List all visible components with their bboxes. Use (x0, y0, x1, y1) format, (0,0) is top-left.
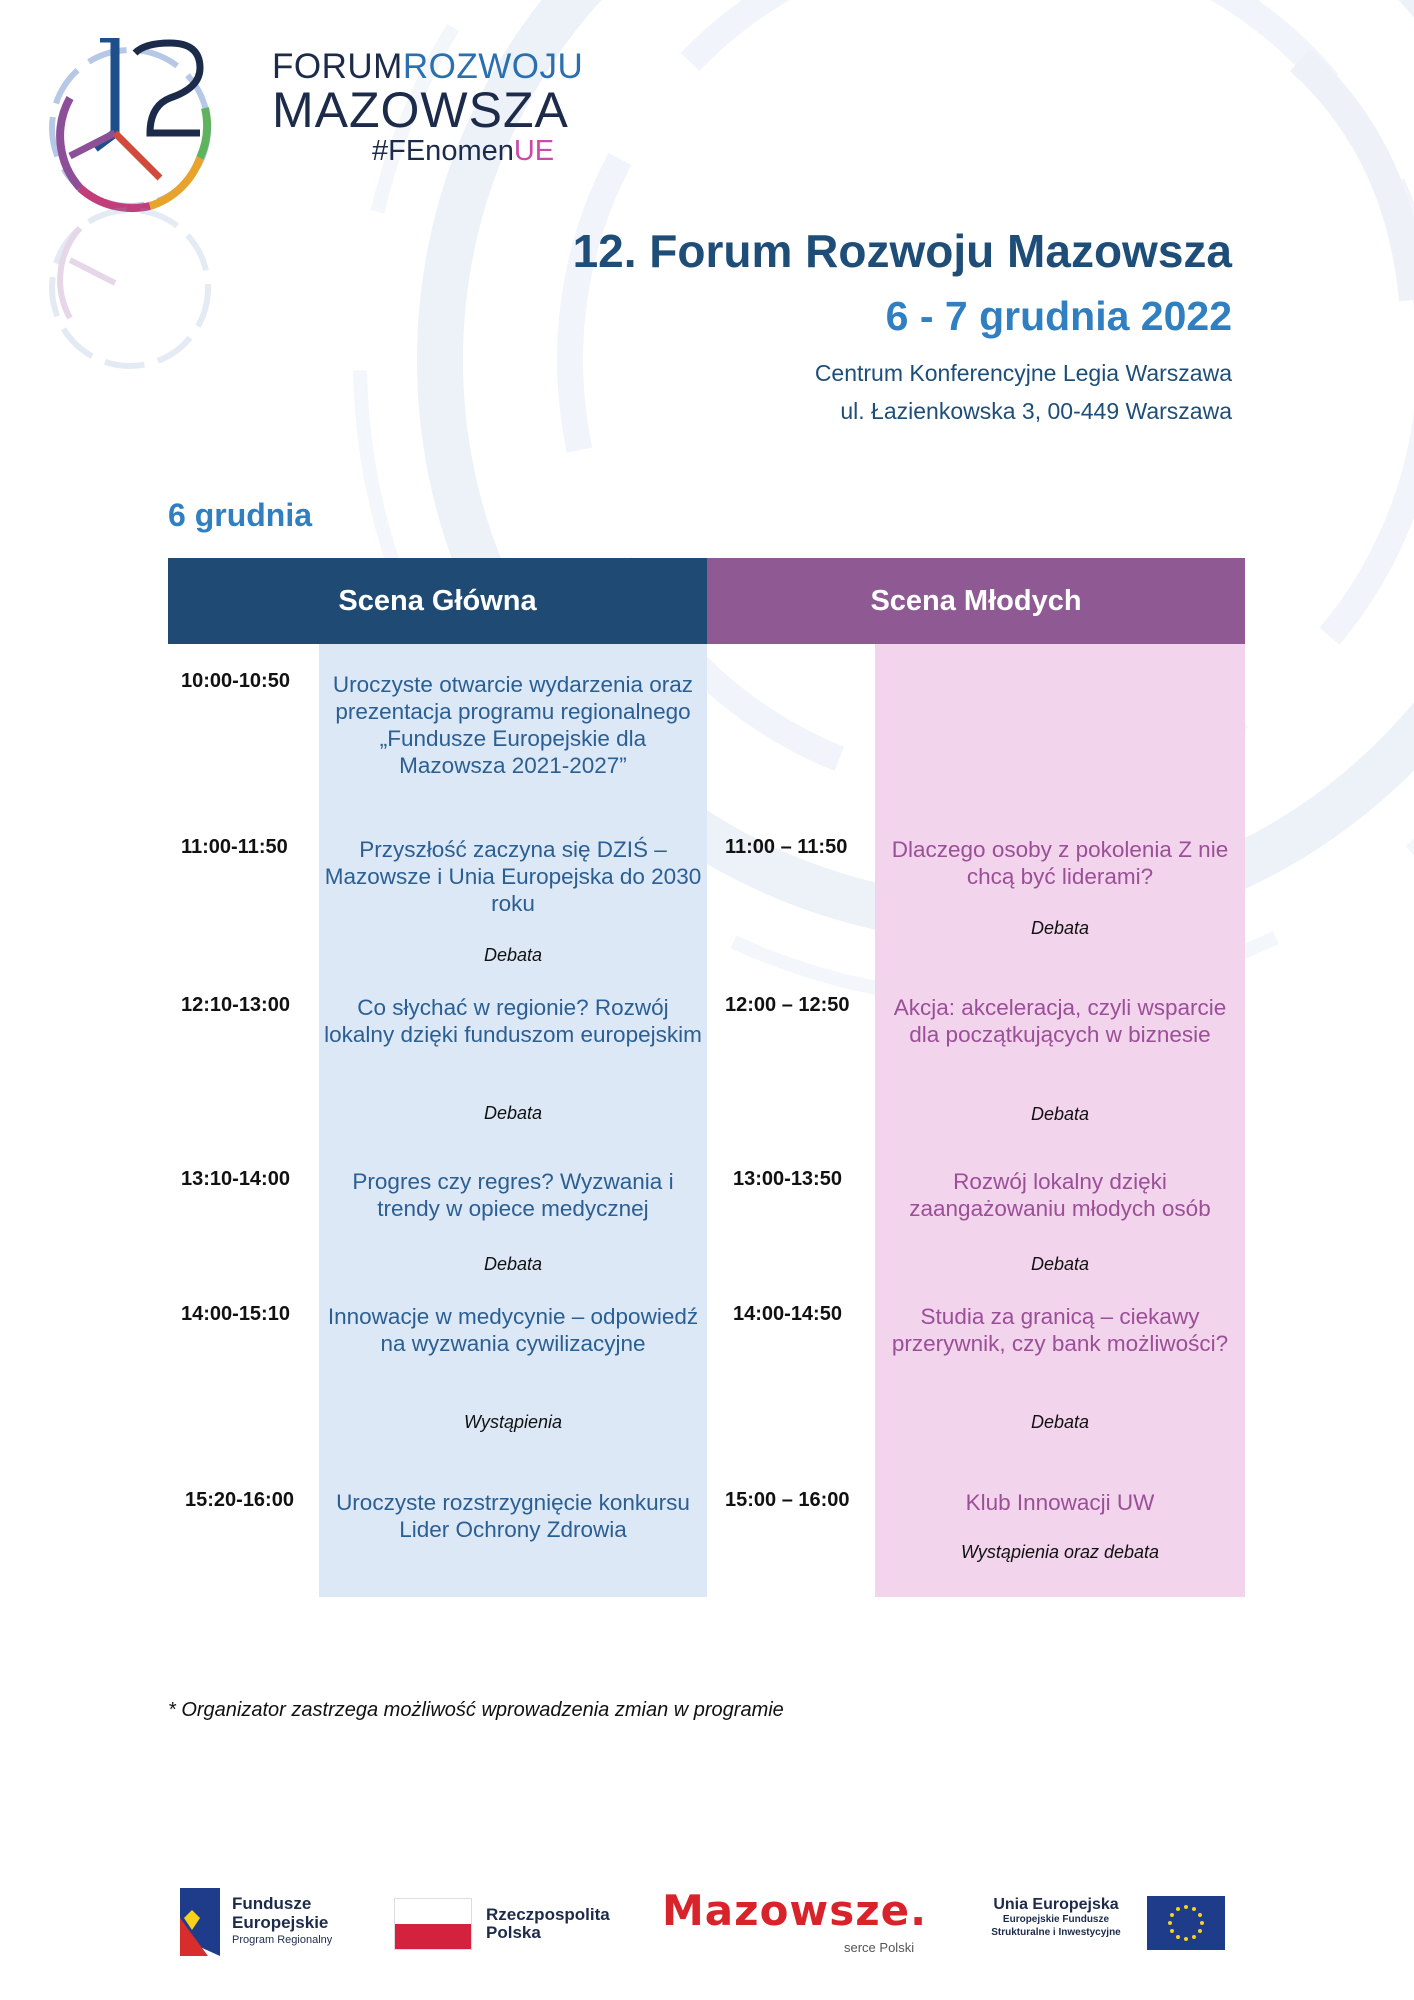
venue-address: ul. Łazienkowska 3, 00-449 Warszawa (840, 398, 1232, 424)
rp-line2: Polska (486, 1923, 541, 1942)
column-header-youth-stage: Scena Młodych (707, 558, 1245, 644)
session-title: Innowacje w medycynie – odpowiedź na wyzwania cywilizacyjne (327, 1304, 699, 1356)
mazowsze-subtitle: serce Polski (844, 1940, 915, 1955)
event-dates: 6 - 7 grudnia 2022 (885, 293, 1232, 339)
session-title: Akcja: akceleracja, czyli wsparcie dla początkujących w biznesie (893, 995, 1227, 1047)
fe-line1: Fundusze (232, 1894, 312, 1913)
ue-line1: Unia Europejska (993, 1896, 1119, 1913)
session-time: 11:00 – 11:50 (725, 836, 848, 858)
session-format: Debata (1030, 918, 1090, 938)
session-format: Wystąpienia (463, 1412, 563, 1432)
session-time: 13:10-14:00 (181, 1168, 290, 1190)
program-change-note: * Organizator zastrzega możliwość wprowadzenia zmian w programie (168, 1699, 784, 1721)
venue-name: Centrum Konferencyjne Legia Warszawa (814, 360, 1232, 386)
session-title: Studia za granicą – ciekawy przerywnik, czy bank możliwości? (891, 1304, 1229, 1356)
session-format: Debata (1030, 1412, 1090, 1432)
day-label: 6 grudnia (168, 497, 313, 533)
ue-line2: Europejskie Fundusze (1002, 1914, 1110, 1925)
session-time: 13:00-13:50 (733, 1168, 842, 1190)
session-title: Progres czy regres? Wyzwania i trendy w opiece medycznej (352, 1169, 674, 1221)
eu-flag-icon (1147, 1896, 1225, 1950)
session-format: Debata (483, 1254, 543, 1274)
forum-logo-text (272, 48, 583, 168)
ue-line3: Strukturalne i Inwestycyjne (991, 1927, 1121, 1938)
session-format: Debata (1030, 1254, 1090, 1274)
fe-line3: Program Regionalny (232, 1934, 333, 1946)
session-time: 10:00-10:50 (181, 670, 290, 692)
session-time: 12:00 – 12:50 (725, 994, 850, 1016)
session-time: 11:00-11:50 (181, 836, 288, 858)
session-time: 14:00-14:50 (733, 1303, 842, 1325)
logo-forum: FORUM (272, 47, 403, 86)
polish-flag-icon (394, 1898, 472, 1950)
session-time: 12:10-13:00 (181, 994, 290, 1016)
logo-mazowsza: MAZOWSZA (272, 82, 569, 138)
session-title: Przyszłość zaczyna się DZIŚ – Mazowsze i Unia Europejska do 2030 roku (324, 837, 702, 916)
logo-rozwoju: ROZWOJU (402, 47, 584, 86)
mazowsze-logo: Mazowsze. (662, 1886, 928, 1935)
footer-logos (0, 1870, 1414, 1980)
column-header-main-stage: Scena Główna (168, 558, 707, 644)
logo-hashtag: #FEnomen (372, 135, 514, 167)
fe-logo-icon (180, 1888, 220, 1956)
session-title: Co słychać w regionie? Rozwój lokalny dzięki funduszom europejskim (324, 995, 702, 1047)
session-title: Uroczyste rozstrzygnięcie konkursu Lider Ochrony Zdrowia (336, 1490, 690, 1542)
session-format: Debata (483, 1103, 543, 1123)
event-title: 12. Forum Rozwoju Mazowsza (572, 225, 1232, 277)
session-format: Debata (483, 945, 543, 965)
fe-line2: Europejskie (232, 1913, 329, 1932)
session-title: Uroczyste otwarcie wydarzenia oraz prezentacja programu regionalnego „Fundusze Europejskie dla Mazowsza 2021-2027” (332, 672, 694, 778)
session-format: Wystąpienia oraz debata (960, 1542, 1160, 1562)
event-header (573, 222, 1232, 430)
rp-line1: Rzeczpospolita (486, 1905, 610, 1924)
session-time: 15:00 – 16:00 (725, 1489, 850, 1511)
logo-hashtag-ue: UE (513, 135, 555, 167)
session-title: Rozwój lokalny dzięki zaangażowaniu młodych osób (909, 1169, 1211, 1221)
session-time: 14:00-15:10 (181, 1303, 290, 1325)
session-title: Klub Innowacji UW (965, 1490, 1155, 1515)
session-time: 15:20-16:00 (185, 1489, 294, 1511)
session-format: Debata (1030, 1104, 1090, 1124)
session-title: Dlaczego osoby z pokolenia Z nie chcą być liderami? (891, 837, 1229, 889)
